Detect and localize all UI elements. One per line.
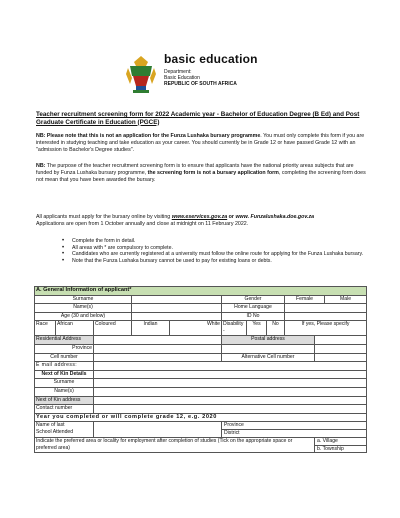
email-label: E mail address: xyxy=(35,362,94,371)
id-field[interactable] xyxy=(285,312,367,321)
home-language-field[interactable] xyxy=(285,304,367,313)
nb2-text: The purpose of the teacher recruitment screening form is to ensure that applicants have the national priority areas subjects that are funded by Funza Lushaka bursary programme, xyxy=(36,163,354,176)
next-of-kin-label: Next of Kin Details xyxy=(35,370,94,379)
brand-name: basic education xyxy=(164,52,258,66)
contact-label: Contact number xyxy=(35,405,94,414)
apply-paragraph xyxy=(36,214,366,228)
race-label: Race xyxy=(35,321,56,336)
kin-surname-field[interactable] xyxy=(94,379,367,388)
residential-label: Residential Address xyxy=(35,336,94,345)
kin-surname-label: Surname xyxy=(35,379,94,388)
disability-label: Disability - xyxy=(222,321,247,336)
village-option[interactable]: a. Village xyxy=(315,438,366,446)
nb-paragraph-2 xyxy=(36,163,366,183)
cell-field[interactable] xyxy=(94,353,222,362)
age-label: Age (30 and below) xyxy=(35,312,132,321)
locality-question: Indicate the preferred area or locality for employment after completion of studies (Tick on the appropriate space or preferred area) xyxy=(35,438,315,453)
section-header: A. General Information of applicant* xyxy=(35,287,367,296)
list-item: • All areas with * are compulsory to complete. xyxy=(36,245,366,252)
school-field[interactable] xyxy=(94,422,222,438)
race-coloured[interactable]: Coloured xyxy=(94,321,132,336)
apply-text: All applicants must apply for the bursary online by visiting xyxy=(36,214,172,220)
province-field[interactable] xyxy=(94,344,222,353)
id-label: ID No xyxy=(222,312,285,321)
home-language-label: Home Language xyxy=(222,304,285,313)
disability-no[interactable]: No xyxy=(267,321,285,336)
race-indian[interactable]: Indian xyxy=(132,321,170,336)
kin-address-field[interactable] xyxy=(94,396,367,405)
department-label: Department: xyxy=(164,69,192,75)
kin-names-label: Name(s) xyxy=(35,387,94,396)
kin-names-field[interactable] xyxy=(94,387,367,396)
alt-cell-field[interactable] xyxy=(315,353,367,362)
township-option[interactable]: b. Township xyxy=(317,445,344,452)
list-item: • Complete the form in detail. xyxy=(36,238,366,245)
list-item: • Note that the Funza Lushaka bursary cannot be used to pay for existing loans or debts. xyxy=(36,258,366,265)
nb-paragraph-1 xyxy=(36,133,366,153)
disability-specify[interactable]: If yes, Please specify xyxy=(285,321,367,336)
female-option[interactable]: Female xyxy=(285,295,325,304)
nb2-lead: NB: xyxy=(36,163,46,169)
contact-field[interactable] xyxy=(94,405,367,414)
nb1-rest: . You must only complete this form if you are interested in studying teaching and take education as your career. You should currently be in Grade 12 or have passed Grade 12 with an "admission to Bachelor's Degree studies". xyxy=(36,133,365,153)
names-field[interactable] xyxy=(132,304,222,313)
coat-of-arms-icon xyxy=(124,54,158,94)
district-label[interactable]: District xyxy=(224,430,240,437)
school-province-label[interactable]: Province xyxy=(222,422,366,430)
postal-field[interactable] xyxy=(315,336,367,345)
race-white[interactable]: White xyxy=(170,321,222,336)
list-item: • Candidates who are currently registered at a university must follow the online route for applying for the Funza Lushaka bursary. xyxy=(36,251,366,258)
disability-yes[interactable]: Yes xyxy=(247,321,267,336)
applicant-form xyxy=(34,286,367,453)
nb2-bold: the screening form is not a bursary application form xyxy=(147,169,279,176)
form-title: Teacher recruitment screening form for 2022 Academic year - Bachelor of Education Degree (B Ed) and Post Graduate Certificate in Education (PGCE) xyxy=(36,111,360,126)
department-name xyxy=(164,69,237,87)
race-african[interactable]: African xyxy=(56,321,94,336)
apply-dates: Applications are open from 1 October annually and close at midnight on 11 February 2022. xyxy=(36,220,249,227)
eservices-link[interactable]: www.eservices.gov.za xyxy=(171,214,228,220)
age-field[interactable] xyxy=(132,312,222,321)
unit-label: Basic Education xyxy=(164,75,200,81)
male-option[interactable]: Male xyxy=(325,295,367,304)
postal-label: Postal address xyxy=(222,336,315,345)
grade12-year-label: Year you completed or will complete grade 12, e.g. 2020 xyxy=(35,413,367,422)
nb1-bold: NB: Please note that this is not an application for the Funza Lushaka bursary programme xyxy=(36,133,261,139)
surname-field[interactable] xyxy=(132,295,222,304)
residential-field[interactable] xyxy=(94,336,222,345)
country-label: REPUBLIC OF SOUTH AFRICA xyxy=(164,81,237,87)
instructions-list xyxy=(36,238,366,264)
nb2-rest: , completing the screening form does not mean that you have been awarded the bursary. xyxy=(36,169,366,183)
funza-link[interactable]: www. Funzalushaka.doe.gov.za xyxy=(235,214,315,220)
alt-cell-label: Alternative Cell number xyxy=(222,353,315,362)
surname-label: Surname xyxy=(35,295,132,304)
cell-label: Cell number xyxy=(35,353,94,362)
apply-or: or xyxy=(227,214,236,220)
province-label: Province xyxy=(35,344,94,353)
gender-label: Gender xyxy=(222,295,285,304)
names-label: Name(s) xyxy=(35,304,132,313)
department-logo xyxy=(124,52,272,96)
email-field[interactable] xyxy=(94,362,367,371)
school-label: Name of last School Attended xyxy=(35,422,94,438)
kin-address-label: Next of Kin address xyxy=(35,396,94,405)
